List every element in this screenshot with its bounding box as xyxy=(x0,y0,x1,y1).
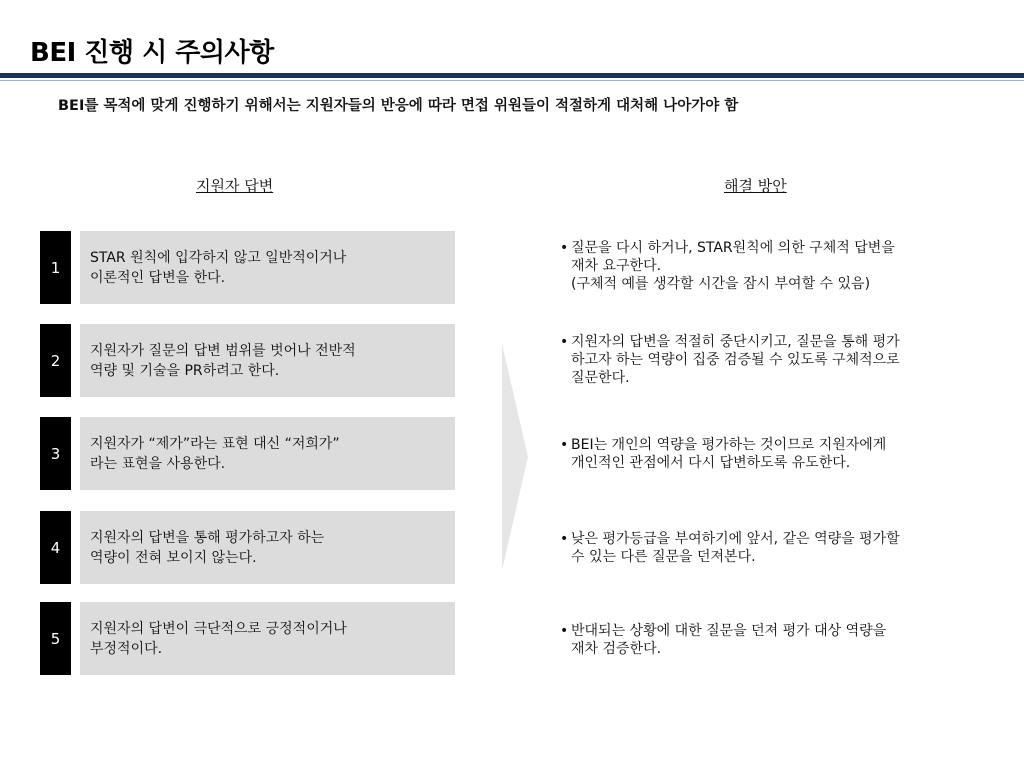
solution-text-line: 질문을 다시 하거나, STAR원칙에 의한 구체적 답변을 xyxy=(571,240,895,256)
solution-text-line: 개인적인 관점에서 다시 답변하도록 유도한다. xyxy=(571,455,851,471)
issue-text-line: 부정적이다. xyxy=(90,640,163,657)
item-number-4: 4 xyxy=(40,511,71,584)
solution-text-line: 질문한다. xyxy=(571,370,630,386)
solution-text-line: (구체적 예를 생각할 시간을 잠시 부여할 수 있음) xyxy=(571,276,871,292)
issue-text-line: 지원자의 답변을 통해 평가하고자 하는 xyxy=(90,529,325,546)
issue-box-4 xyxy=(80,511,455,584)
bullet-icon: • xyxy=(560,531,569,547)
solution-2 xyxy=(560,333,990,387)
bullet-icon: • xyxy=(560,437,569,453)
solution-text-line: 재차 검증한다. xyxy=(571,641,662,657)
solution-1 xyxy=(560,239,990,293)
issue-text-line: 역량이 전혀 보이지 않는다. xyxy=(90,549,257,566)
solution-4 xyxy=(560,530,990,566)
issue-text-line: 역량 및 기술을 PR하려고 한다. xyxy=(90,362,280,379)
solution-text-line: BEI는 개인의 역량을 평가하는 것이므로 지원자에게 xyxy=(571,437,887,453)
slide-subtitle: BEI를 목적에 맞게 진행하기 위해서는 지원자들의 반응에 따라 면접 위원들이 적절하게 대처해 나아가야 함 xyxy=(58,98,739,114)
issue-text-line: 지원자의 답변이 극단적으로 긍정적이거나 xyxy=(90,620,347,637)
solution-text-line: 수 있는 다른 질문을 던져본다. xyxy=(571,549,756,565)
solution-text-line: 반대되는 상황에 대한 질문을 던져 평가 대상 역량을 xyxy=(571,623,887,639)
title-divider-thin xyxy=(0,80,1024,81)
right-column-heading: 해결 방안 xyxy=(724,177,787,195)
solution-text-line: 낮은 평가등급을 부여하기에 앞서, 같은 역량을 평가할 xyxy=(571,531,900,547)
issue-text-line: STAR 원칙에 입각하지 않고 일반적이거나 xyxy=(90,249,347,266)
bullet-icon: • xyxy=(560,240,569,256)
chevron-arrow-icon xyxy=(502,344,528,570)
item-number-5: 5 xyxy=(40,602,71,675)
item-number-1: 1 xyxy=(40,231,71,304)
issue-box-2 xyxy=(80,324,455,397)
solution-text-line: 재차 요구한다. xyxy=(571,258,662,274)
issue-box-3 xyxy=(80,417,455,490)
bullet-icon: • xyxy=(560,334,569,350)
issue-text-line: 지원자가 질문의 답변 범위를 벗어나 전반적 xyxy=(90,342,356,359)
title-divider xyxy=(0,73,1024,78)
solution-3 xyxy=(560,436,990,472)
slide-title: BEI 진행 시 주의사항 xyxy=(30,38,274,68)
solution-text-line: 하고자 하는 역량이 집중 검증될 수 있도록 구체적으로 xyxy=(571,352,900,368)
issue-text-line: 라는 표현을 사용한다. xyxy=(90,455,226,472)
solution-text-line: 지원자의 답변을 적절히 중단시키고, 질문을 통해 평가 xyxy=(571,334,900,350)
item-number-2: 2 xyxy=(40,324,71,397)
issue-text-line: 이론적인 답변을 한다. xyxy=(90,269,226,286)
issue-box-5 xyxy=(80,602,455,675)
solution-5 xyxy=(560,622,990,658)
issue-box-1 xyxy=(80,231,455,304)
issue-text-line: 지원자가 “제가”라는 표현 대신 “저희가” xyxy=(90,435,340,452)
item-number-3: 3 xyxy=(40,417,71,490)
left-column-heading: 지원자 답변 xyxy=(196,177,274,195)
bullet-icon: • xyxy=(560,623,569,639)
